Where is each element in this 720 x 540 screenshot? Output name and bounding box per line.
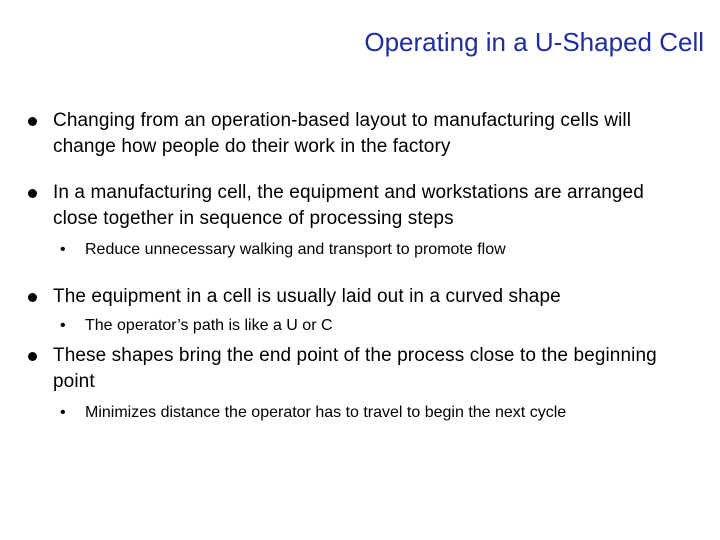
sub-bullet-item: [60, 313, 660, 338]
bullet-item: [28, 108, 688, 160]
sub-bullet-item: [60, 237, 660, 262]
sub-bullet-icon: •: [60, 241, 66, 258]
bullet-text: The equipment in a cell is usually laid out in a curved shape: [53, 286, 561, 307]
bullet-dot-icon: [28, 117, 37, 126]
sub-bullet-icon: •: [60, 317, 66, 334]
bullet-text: In a manufacturing cell, the equipment and workstations are arranged close together in sequence of processing steps: [53, 182, 644, 229]
sub-bullet-text: The operator’s path is like a U or C: [85, 317, 333, 334]
slide-title: Operating in a U-Shaped Cell: [364, 27, 704, 57]
sub-bullet-text: Minimizes distance the operator has to travel to begin the next cycle: [85, 404, 567, 421]
bullet-text: These shapes bring the end point of the process close to the beginning point: [53, 345, 657, 392]
bullet-text: Changing from an operation-based layout to manufacturing cells will change how people do their work in the factory: [53, 110, 632, 157]
bullet-dot-icon: [28, 293, 37, 302]
bullet-item: [28, 343, 688, 395]
bullet-item: [28, 180, 688, 232]
sub-bullet-item: [60, 400, 660, 425]
bullet-dot-icon: [28, 189, 37, 198]
sub-bullet-icon: •: [60, 404, 66, 421]
bullet-item: [28, 284, 688, 310]
bullet-dot-icon: [28, 352, 37, 361]
sub-bullet-text: Reduce unnecessary walking and transport to promote flow: [85, 241, 506, 258]
